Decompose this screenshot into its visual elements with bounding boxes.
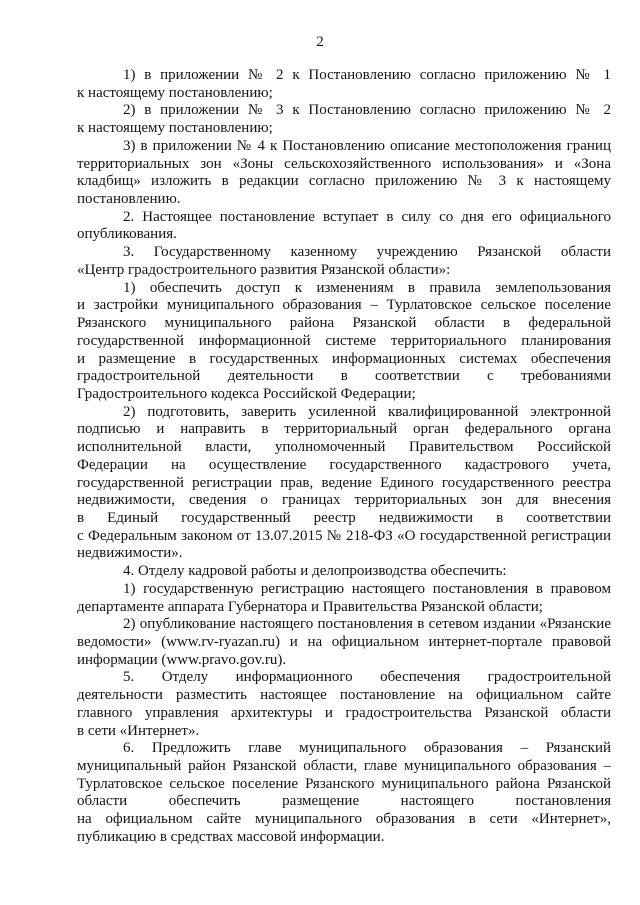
text-line: муниципальный район Рязанской области, главе муниципального образования – xyxy=(77,758,611,775)
text-line: к настоящему постановлению; xyxy=(77,84,273,101)
paragraph-9 xyxy=(77,581,611,616)
text-line: и застройки муниципального образования – Турлатовское сельское поселение xyxy=(77,297,611,314)
text-line: 4. Отделу кадровой работы и делопроизводства обеспечить: xyxy=(123,563,507,580)
text-line: на официальном сайте муниципального образования в сети «Интернет», xyxy=(77,811,611,828)
text-line: в Единый государственный реестр недвижимости в соответствии xyxy=(77,509,611,526)
text-line: подписью и направить в территориальный орган федерального органа xyxy=(77,421,611,438)
document-body xyxy=(77,67,611,847)
paragraph-7 xyxy=(77,404,611,563)
text-line: деятельности разместить настоящее постановление на официальном сайте xyxy=(77,687,611,704)
text-line: 2. Настоящее постановление вступает в силу со дня его официального xyxy=(123,208,611,225)
text-line: недвижимости». xyxy=(77,545,183,562)
text-line: постановлению. xyxy=(77,191,181,208)
paragraph-3 xyxy=(77,138,611,209)
page-number: 2 xyxy=(316,34,324,50)
text-line: 2) подготовить, заверить усиленной квалифицированной электронной xyxy=(123,403,611,420)
text-line: «Центр градостроительного развития Рязанской области»: xyxy=(77,261,451,278)
text-line: территориальных зон «Зоны сельскохозяйственного использования» и «Зона xyxy=(77,155,611,172)
paragraph-10 xyxy=(77,616,611,669)
paragraph-8 xyxy=(77,563,611,581)
text-line: 5. Отделу информационного обеспечения градостроительной xyxy=(123,669,611,686)
text-line: градостроительной деятельности в соответствии с требованиями xyxy=(77,368,611,385)
text-line: Федерации на осуществление государственного кадастрового учета, xyxy=(77,456,611,473)
text-line: в сети «Интернет». xyxy=(77,722,200,739)
text-line: кладбищ» изложить в редакции согласно приложению № 3 к настоящему xyxy=(77,173,611,190)
text-line: информации (www.pravo.gov.ru). xyxy=(77,651,287,668)
text-line: главного управления архитектуры и градостроительства Рязанской области xyxy=(77,704,611,721)
text-line: публикацию в средствах массовой информации. xyxy=(77,828,385,845)
text-line: с Федеральным законом от 13.07.2015 № 218-ФЗ «О государственной регистрации xyxy=(77,527,611,544)
paragraph-5 xyxy=(77,244,611,279)
text-line: ведомости» (www.rv-ryazan.ru) и на официальном интернет-портале правовой xyxy=(77,634,611,650)
paragraph-1 xyxy=(77,67,611,102)
text-line: области обеспечить размещение настоящего постановления xyxy=(77,793,611,810)
text-line: недвижимости, сведения о границах территориальных зон для внесения xyxy=(77,492,611,509)
text-line: опубликования. xyxy=(77,226,177,243)
text-line: 2) опубликование настоящего постановления в сетевом издании «Рязанские xyxy=(123,616,611,633)
paragraph-11 xyxy=(77,669,611,740)
text-line: Рязанского муниципального района Рязанской области в федеральной xyxy=(77,315,611,332)
text-line: 3. Государственному казенному учреждению Рязанской области xyxy=(123,244,611,261)
text-line: 3) в приложении № 4 к Постановлению описание местоположения границ xyxy=(123,137,611,154)
text-line: 6. Предложить главе муниципального образования – Рязанский xyxy=(123,740,611,757)
paragraph-4 xyxy=(77,209,611,244)
text-line: государственной регистрации прав, ведение Единого государственного реестра xyxy=(77,474,611,491)
paragraph-2 xyxy=(77,102,611,137)
text-line: государственной информационной системе территориального планирования xyxy=(77,332,611,349)
text-line: исполнительной власти, уполномоченный Правительством Российской xyxy=(77,439,611,456)
paragraph-6 xyxy=(77,280,611,404)
text-line: 1) в приложении № 2 к Постановлению согласно приложению № 1 xyxy=(123,67,611,83)
paragraph-12 xyxy=(77,740,611,846)
text-line: Турлатовское сельское поселение Рязанского муниципального района Рязанской xyxy=(77,775,611,792)
text-line: 2) в приложении № 3 к Постановлению согласно приложению № 2 xyxy=(123,102,611,119)
text-line: 1) государственную регистрацию настоящего постановления в правовом xyxy=(123,580,611,597)
text-line: 1) обеспечить доступ к изменениям в правила землепользования xyxy=(123,279,611,296)
text-line: и размещение в государственных информационных системах обеспечения xyxy=(77,350,611,367)
text-line: Градостроительного кодекса Российской Федерации; xyxy=(77,385,416,402)
text-line: департаменте аппарата Губернатора и Правительства Рязанской области; xyxy=(77,598,543,615)
text-line: к настоящему постановлению; xyxy=(77,120,273,137)
